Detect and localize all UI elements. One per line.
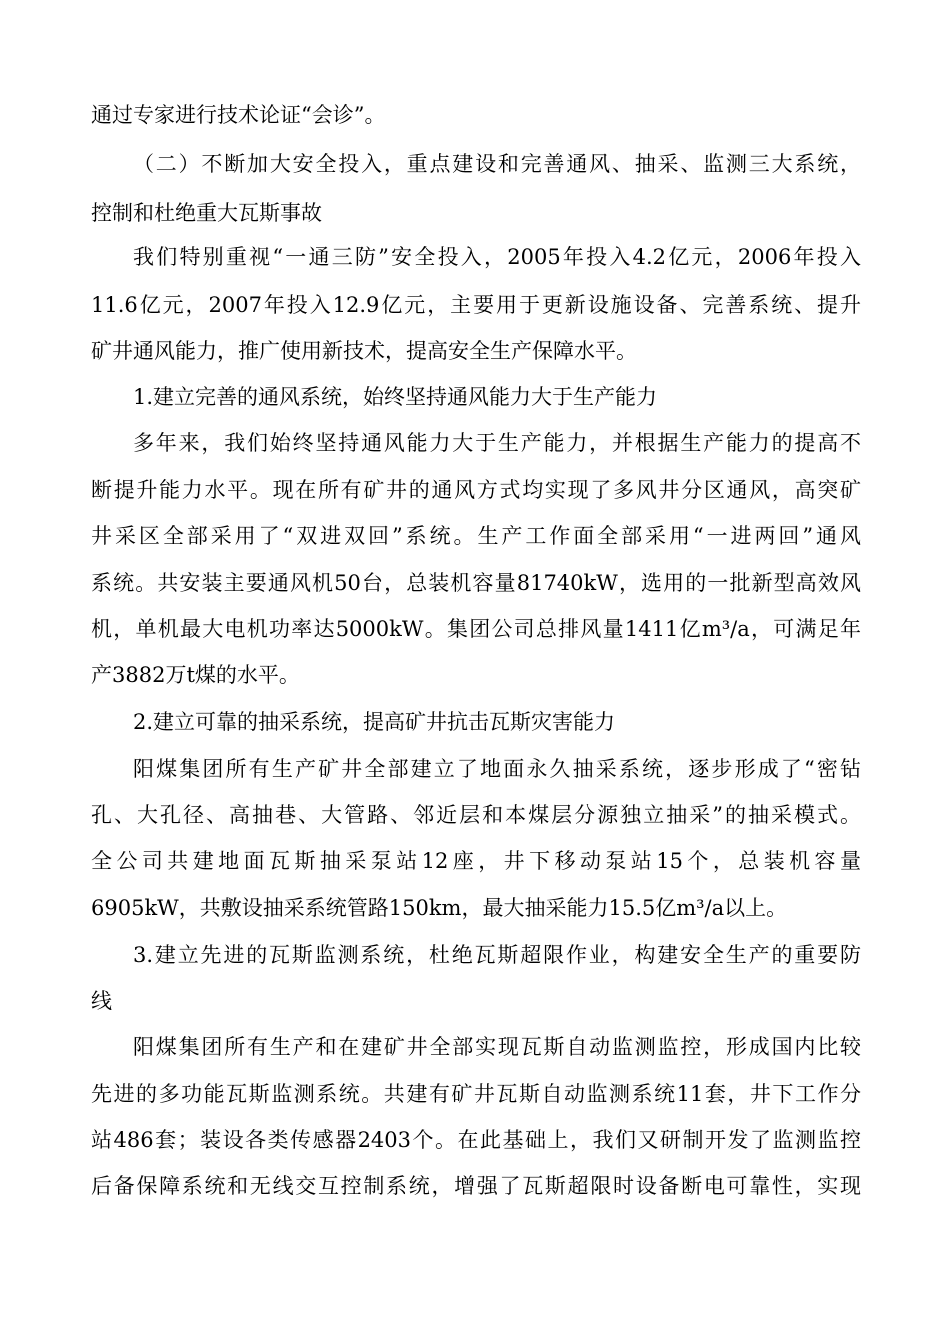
subsection-heading: 线	[91, 989, 112, 1013]
text-line: 通过专家进行技术论证“会诊”。	[91, 103, 386, 127]
text-line: 先进的多功能瓦斯监测系统。共建有矿井瓦斯自动监测系统11套，井下工作分	[91, 1082, 861, 1106]
text-line: 产3882万t煤的水平。	[91, 663, 300, 687]
text-line: 断提升能力水平。现在所有矿井的通风方式均实现了多风井分区通风，高突矿	[91, 478, 861, 502]
text-line: 全公司共建地面瓦斯抽采泵站12座，井下移动泵站15个，总装机容量	[91, 849, 861, 873]
section-heading: （二）不断加大安全投入，重点建设和完善通风、抽采、监测三大系统，	[133, 152, 861, 176]
section-heading: 控制和杜绝重大瓦斯事故	[91, 201, 322, 225]
text-line: 系统。共安装主要通风机50台，总装机容量81740kW，选用的一批新型高效风	[91, 571, 861, 595]
text-line: 矿井通风能力，推广使用新技术，提高安全生产保障水平。	[91, 339, 637, 363]
text-line: 站486套；装设各类传感器2403个。在此基础上，我们又研制开发了监测监控	[91, 1128, 861, 1152]
subsection-heading: 3.建立先进的瓦斯监测系统，杜绝瓦斯超限作业，构建安全生产的重要防	[133, 943, 861, 967]
text-line: 11.6亿元，2007年投入12.9亿元，主要用于更新设施设备、完善系统、提升	[91, 293, 861, 317]
text-line: 阳煤集团所有生产和在建矿井全部实现瓦斯自动监测监控，形成国内比较	[133, 1035, 861, 1059]
text-line: 机，单机最大电机功率达5000kW。集团公司总排风量1411亿m³/a，可满足年	[91, 617, 861, 641]
subsection-heading: 1.建立完善的通风系统，始终坚持通风能力大于生产能力	[133, 385, 658, 409]
text-line: 6905kW，共敷设抽采系统管路150km，最大抽采能力15.5亿m³/a以上。	[91, 896, 788, 920]
text-line: 井采区全部采用了“双进双回”系统。生产工作面全部采用“一进两回”通风	[91, 524, 861, 548]
text-line: 多年来，我们始终坚持通风能力大于生产能力，并根据生产能力的提高不	[133, 431, 861, 455]
text-line: 我们特别重视“一通三防”安全投入，2005年投入4.2亿元，2006年投入	[133, 245, 861, 269]
text-line: 后备保障系统和无线交互控制系统，增强了瓦斯超限时设备断电可靠性，实现	[91, 1174, 861, 1198]
subsection-heading: 2.建立可靠的抽采系统，提高矿井抗击瓦斯灾害能力	[133, 710, 616, 734]
text-line: 阳煤集团所有生产矿井全部建立了地面永久抽采系统，逐步形成了“密钻	[133, 757, 861, 781]
text-line: 孔、大孔径、高抽巷、大管路、邻近层和本煤层分源独立抽采”的抽采模式。	[91, 803, 861, 827]
